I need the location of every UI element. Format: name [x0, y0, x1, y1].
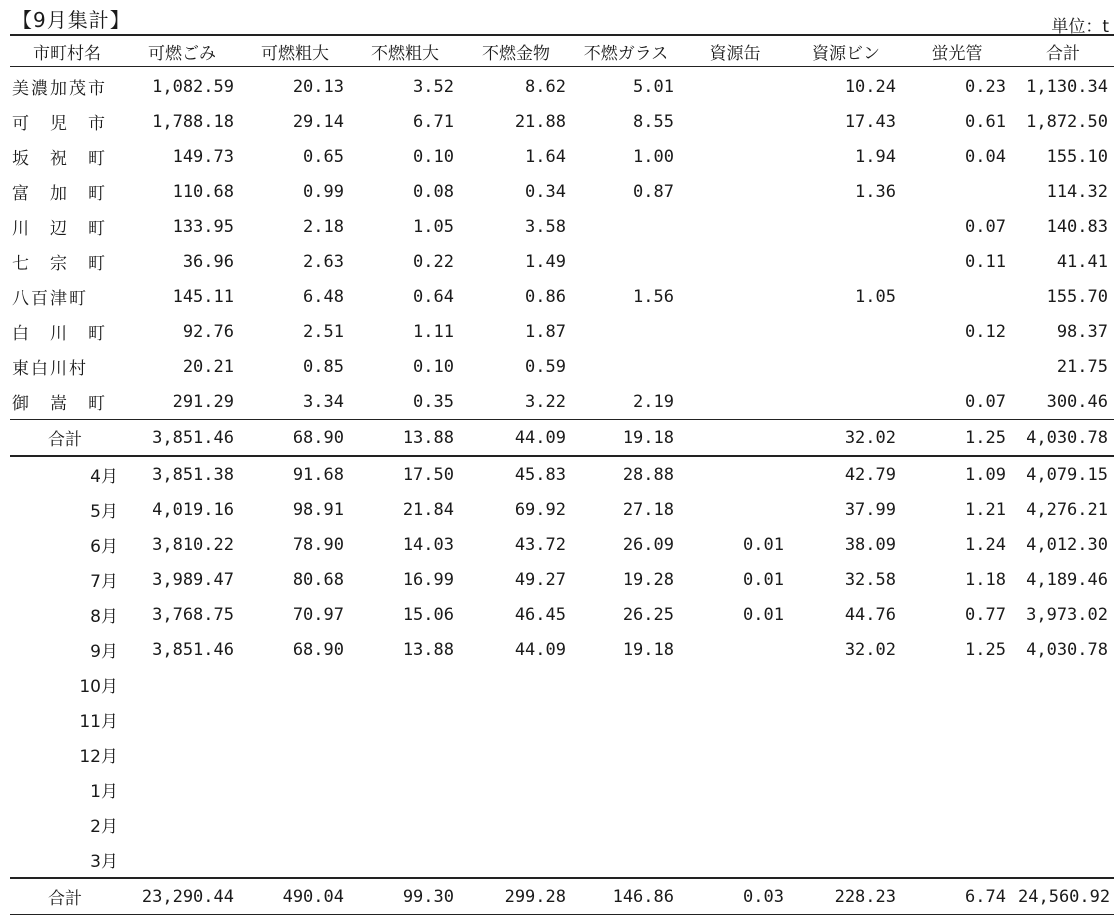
value-cell: 26.09 — [622, 534, 674, 555]
value-cell: 1.05 — [413, 216, 454, 237]
column-header: 合計 — [1012, 35, 1114, 67]
value-cell: 41.41 — [1056, 251, 1108, 272]
value-cell: 0.10 — [413, 356, 454, 377]
table-row — [10, 772, 1114, 807]
value-cell: 0.99 — [303, 181, 344, 202]
row-label-cell: 7月 — [90, 572, 118, 592]
value-cell: 1.24 — [965, 534, 1006, 555]
value-cell: 21.84 — [402, 499, 454, 520]
table-row — [10, 562, 1114, 597]
value-cell — [240, 772, 350, 807]
value-cell: 4,030.78 — [1012, 420, 1114, 457]
value-cell — [790, 244, 902, 279]
value-cell: 4,030.78 — [1026, 639, 1108, 660]
subtotal-row — [10, 420, 1114, 457]
value-cell — [790, 737, 902, 772]
value-cell — [680, 807, 790, 842]
value-cell — [350, 667, 460, 702]
value-cell: 1.18 — [965, 569, 1006, 590]
value-cell — [124, 807, 240, 842]
monthly-rows — [10, 456, 1114, 878]
value-cell: 1,872.50 — [1026, 111, 1108, 132]
value-cell — [790, 807, 902, 842]
value-cell — [350, 842, 460, 878]
value-cell: 3,851.38 — [152, 464, 234, 485]
value-cell: 27.18 — [622, 499, 674, 520]
subtotal-section — [10, 420, 1114, 457]
value-cell — [790, 667, 902, 702]
value-cell: 228.23 — [790, 878, 902, 915]
value-cell — [460, 702, 572, 737]
row-label-cell: 合計 — [10, 420, 124, 457]
value-cell: 0.01 — [743, 569, 784, 590]
table-row — [10, 737, 1114, 772]
value-cell — [680, 67, 790, 105]
table-row — [10, 139, 1114, 174]
value-cell: 46.45 — [514, 604, 566, 625]
value-cell: 0.65 — [303, 146, 344, 167]
value-cell: 32.02 — [844, 639, 896, 660]
value-cell — [1012, 667, 1114, 702]
value-cell: 5.01 — [633, 76, 674, 97]
value-cell: 1,082.59 — [152, 76, 234, 97]
waste-summary-table — [10, 34, 1114, 915]
value-cell: 49.27 — [514, 569, 566, 590]
value-cell: 15.06 — [402, 604, 454, 625]
value-cell — [572, 209, 680, 244]
value-cell — [572, 702, 680, 737]
value-cell — [460, 737, 572, 772]
value-cell — [124, 737, 240, 772]
value-cell — [790, 384, 902, 420]
value-cell — [350, 702, 460, 737]
value-cell: 17.43 — [844, 111, 896, 132]
municipality-rows — [10, 67, 1114, 420]
value-cell: 0.34 — [525, 181, 566, 202]
value-cell: 146.86 — [572, 878, 680, 915]
value-cell: 1.87 — [525, 321, 566, 342]
table-row — [10, 842, 1114, 878]
value-cell — [680, 492, 790, 527]
value-cell: 3,851.46 — [124, 420, 240, 457]
value-cell: 2.18 — [303, 216, 344, 237]
value-cell: 300.46 — [1046, 391, 1108, 412]
value-cell — [902, 772, 1012, 807]
value-cell: 1,130.34 — [1026, 76, 1108, 97]
value-cell: 10.24 — [844, 76, 896, 97]
table-row — [10, 104, 1114, 139]
table-row — [10, 384, 1114, 420]
value-cell: 291.29 — [172, 391, 234, 412]
value-cell: 0.03 — [680, 878, 790, 915]
value-cell — [902, 702, 1012, 737]
value-cell — [902, 349, 1012, 384]
value-cell — [680, 104, 790, 139]
value-cell: 0.10 — [413, 146, 454, 167]
value-cell — [902, 667, 1012, 702]
value-cell: 0.01 — [743, 604, 784, 625]
value-cell: 23,290.44 — [124, 878, 240, 915]
table-row — [10, 279, 1114, 314]
value-cell — [790, 209, 902, 244]
value-cell: 110.68 — [172, 181, 234, 202]
value-cell: 1.21 — [965, 499, 1006, 520]
value-cell: 0.12 — [965, 321, 1006, 342]
value-cell: 29.14 — [292, 111, 344, 132]
column-header: 不燃粗大 — [350, 35, 460, 67]
row-label-cell: 2月 — [90, 817, 118, 837]
table-row — [10, 597, 1114, 632]
value-cell: 1.25 — [965, 639, 1006, 660]
value-cell: 1.25 — [902, 420, 1012, 457]
row-label-cell: 美濃加茂市 — [12, 79, 107, 99]
value-cell: 38.09 — [844, 534, 896, 555]
value-cell: 8.55 — [633, 111, 674, 132]
table-row — [10, 492, 1114, 527]
value-cell: 0.64 — [413, 286, 454, 307]
value-cell — [240, 842, 350, 878]
value-cell — [680, 737, 790, 772]
row-label-cell: 3月 — [90, 852, 118, 872]
value-cell: 0.35 — [413, 391, 454, 412]
row-label-cell: 坂 祝 町 — [12, 149, 107, 169]
value-cell: 92.76 — [182, 321, 234, 342]
row-label-cell: 御 嵩 町 — [12, 394, 107, 414]
value-cell: 1.94 — [855, 146, 896, 167]
value-cell — [680, 349, 790, 384]
value-cell — [680, 772, 790, 807]
value-cell: 3,768.75 — [152, 604, 234, 625]
value-cell — [460, 842, 572, 878]
value-cell: 91.68 — [292, 464, 344, 485]
value-cell — [680, 139, 790, 174]
row-label-cell: 富 加 町 — [12, 184, 107, 204]
value-cell — [572, 842, 680, 878]
column-header: 不燃金物 — [460, 35, 572, 67]
value-cell: 1.11 — [413, 321, 454, 342]
value-cell: 140.83 — [1046, 216, 1108, 237]
value-cell: 149.73 — [172, 146, 234, 167]
value-cell: 26.25 — [622, 604, 674, 625]
value-cell: 32.58 — [844, 569, 896, 590]
value-cell: 45.83 — [514, 464, 566, 485]
value-cell: 0.61 — [965, 111, 1006, 132]
value-cell — [124, 667, 240, 702]
table-row — [10, 702, 1114, 737]
column-header: 可燃粗大 — [240, 35, 350, 67]
unit-label: 単位：t — [1051, 17, 1109, 37]
value-cell: 0.77 — [965, 604, 1006, 625]
value-cell — [680, 244, 790, 279]
value-cell — [572, 667, 680, 702]
value-cell: 1.05 — [855, 286, 896, 307]
row-label-cell: 白 川 町 — [12, 324, 107, 344]
value-cell — [1012, 842, 1114, 878]
value-cell — [1012, 807, 1114, 842]
value-cell: 2.19 — [633, 391, 674, 412]
value-cell — [790, 349, 902, 384]
value-cell: 28.88 — [622, 464, 674, 485]
row-label-cell: 4月 — [90, 467, 118, 487]
value-cell: 1.49 — [525, 251, 566, 272]
value-cell — [1012, 772, 1114, 807]
value-cell: 3,810.22 — [152, 534, 234, 555]
value-cell: 44.09 — [460, 420, 572, 457]
value-cell: 0.85 — [303, 356, 344, 377]
value-cell: 19.18 — [622, 639, 674, 660]
row-label-cell: 12月 — [79, 747, 118, 767]
row-label-cell: 1月 — [90, 782, 118, 802]
value-cell — [680, 174, 790, 209]
value-cell — [572, 737, 680, 772]
table-row — [10, 632, 1114, 667]
value-cell: 68.90 — [292, 639, 344, 660]
value-cell — [902, 174, 1012, 209]
column-header: 蛍光管 — [902, 35, 1012, 67]
value-cell — [790, 772, 902, 807]
value-cell: 1.00 — [633, 146, 674, 167]
value-cell — [680, 384, 790, 420]
value-cell — [572, 807, 680, 842]
value-cell: 3,973.02 — [1026, 604, 1108, 625]
value-cell — [680, 314, 790, 349]
value-cell — [124, 772, 240, 807]
value-cell: 133.95 — [172, 216, 234, 237]
row-label-cell: 可 児 市 — [12, 114, 107, 134]
value-cell: 0.59 — [525, 356, 566, 377]
value-cell: 3,989.47 — [152, 569, 234, 590]
value-cell: 20.21 — [182, 356, 234, 377]
value-cell — [902, 842, 1012, 878]
value-cell — [680, 420, 790, 457]
value-cell: 98.91 — [292, 499, 344, 520]
value-cell — [350, 807, 460, 842]
value-cell: 3.22 — [525, 391, 566, 412]
value-cell: 6.71 — [413, 111, 454, 132]
value-cell: 68.90 — [240, 420, 350, 457]
value-cell: 4,189.46 — [1026, 569, 1108, 590]
value-cell: 3.34 — [303, 391, 344, 412]
value-cell — [680, 702, 790, 737]
value-cell: 0.22 — [413, 251, 454, 272]
table-row — [10, 667, 1114, 702]
value-cell — [124, 702, 240, 737]
value-cell: 70.97 — [292, 604, 344, 625]
value-cell: 43.72 — [514, 534, 566, 555]
value-cell: 32.02 — [790, 420, 902, 457]
value-cell: 0.23 — [965, 76, 1006, 97]
column-header: 市町村名 — [10, 35, 124, 67]
table-row — [10, 209, 1114, 244]
value-cell: 14.03 — [402, 534, 454, 555]
value-cell — [680, 667, 790, 702]
row-label-cell: 七 宗 町 — [12, 254, 107, 274]
value-cell — [350, 737, 460, 772]
row-label-cell: 5月 — [90, 502, 118, 522]
table-row — [10, 349, 1114, 384]
value-cell: 21.75 — [1056, 356, 1108, 377]
value-cell — [902, 279, 1012, 314]
value-cell — [572, 349, 680, 384]
value-cell — [902, 807, 1012, 842]
value-cell: 0.07 — [965, 216, 1006, 237]
value-cell: 6.48 — [303, 286, 344, 307]
value-cell: 1.64 — [525, 146, 566, 167]
value-cell — [572, 244, 680, 279]
value-cell: 24,560.92 — [1012, 878, 1114, 915]
value-cell: 3.58 — [525, 216, 566, 237]
value-cell — [240, 702, 350, 737]
value-cell: 0.04 — [965, 146, 1006, 167]
value-cell — [572, 772, 680, 807]
table-title: 【9月集計】 — [12, 8, 131, 32]
value-cell — [790, 314, 902, 349]
row-label-cell: 6月 — [90, 537, 118, 557]
grandtotal-section — [10, 878, 1114, 915]
value-cell: 6.74 — [902, 878, 1012, 915]
value-cell: 1.09 — [965, 464, 1006, 485]
table-row — [10, 244, 1114, 279]
value-cell: 155.10 — [1046, 146, 1108, 167]
value-cell — [350, 772, 460, 807]
table-row — [10, 456, 1114, 492]
value-cell: 98.37 — [1056, 321, 1108, 342]
value-cell: 0.86 — [525, 286, 566, 307]
value-cell: 78.90 — [292, 534, 344, 555]
value-cell: 0.01 — [743, 534, 784, 555]
column-header: 資源缶 — [680, 35, 790, 67]
table-row — [10, 314, 1114, 349]
value-cell — [240, 737, 350, 772]
value-cell: 0.11 — [965, 251, 1006, 272]
value-cell: 145.11 — [172, 286, 234, 307]
value-cell: 114.32 — [1046, 181, 1108, 202]
value-cell — [460, 807, 572, 842]
value-cell — [680, 632, 790, 667]
value-cell — [572, 314, 680, 349]
value-cell: 13.88 — [350, 420, 460, 457]
value-cell: 20.13 — [292, 76, 344, 97]
value-cell: 2.63 — [303, 251, 344, 272]
value-cell: 0.87 — [633, 181, 674, 202]
value-cell: 4,012.30 — [1026, 534, 1108, 555]
value-cell: 80.68 — [292, 569, 344, 590]
value-cell — [790, 702, 902, 737]
value-cell: 490.04 — [240, 878, 350, 915]
value-cell: 3,851.46 — [152, 639, 234, 660]
value-cell — [124, 842, 240, 878]
value-cell: 99.30 — [350, 878, 460, 915]
value-cell — [1012, 737, 1114, 772]
value-cell: 1,788.18 — [152, 111, 234, 132]
value-cell — [680, 209, 790, 244]
value-cell — [460, 772, 572, 807]
value-cell — [1012, 702, 1114, 737]
row-label-cell: 8月 — [90, 607, 118, 627]
row-label-cell: 10月 — [79, 677, 118, 697]
value-cell: 21.88 — [514, 111, 566, 132]
value-cell: 155.70 — [1046, 286, 1108, 307]
table-row — [10, 807, 1114, 842]
value-cell: 3.52 — [413, 76, 454, 97]
row-label-cell: 合計 — [10, 878, 124, 915]
value-cell — [240, 807, 350, 842]
table-row — [10, 67, 1114, 105]
row-label-cell: 東白川村 — [12, 359, 88, 379]
value-cell: 13.88 — [402, 639, 454, 660]
value-cell: 19.28 — [622, 569, 674, 590]
table-row — [10, 174, 1114, 209]
column-header: 資源ビン — [790, 35, 902, 67]
value-cell — [680, 279, 790, 314]
column-header: 可燃ごみ — [124, 35, 240, 67]
value-cell: 42.79 — [844, 464, 896, 485]
value-cell: 44.09 — [514, 639, 566, 660]
value-cell: 4,019.16 — [152, 499, 234, 520]
value-cell: 37.99 — [844, 499, 896, 520]
value-cell: 36.96 — [182, 251, 234, 272]
value-cell: 0.08 — [413, 181, 454, 202]
value-cell — [460, 667, 572, 702]
value-cell — [680, 842, 790, 878]
value-cell: 69.92 — [514, 499, 566, 520]
column-header: 不燃ガラス — [572, 35, 680, 67]
header-row — [10, 35, 1114, 67]
row-label-cell: 川 辺 町 — [12, 219, 107, 239]
row-label-cell: 八百津町 — [12, 289, 88, 309]
row-label-cell: 11月 — [79, 712, 118, 732]
value-cell: 8.62 — [525, 76, 566, 97]
value-cell: 2.51 — [303, 321, 344, 342]
value-cell — [790, 842, 902, 878]
value-cell: 19.18 — [572, 420, 680, 457]
value-cell: 17.50 — [402, 464, 454, 485]
value-cell: 1.36 — [855, 181, 896, 202]
value-cell — [680, 456, 790, 492]
value-cell: 299.28 — [460, 878, 572, 915]
value-cell: 16.99 — [402, 569, 454, 590]
value-cell: 0.07 — [965, 391, 1006, 412]
value-cell: 4,079.15 — [1026, 464, 1108, 485]
row-label-cell: 9月 — [90, 642, 118, 662]
grandtotal-row — [10, 878, 1114, 915]
value-cell — [902, 737, 1012, 772]
table-row — [10, 527, 1114, 562]
value-cell: 4,276.21 — [1026, 499, 1108, 520]
value-cell — [240, 667, 350, 702]
value-cell: 1.56 — [633, 286, 674, 307]
value-cell: 44.76 — [844, 604, 896, 625]
